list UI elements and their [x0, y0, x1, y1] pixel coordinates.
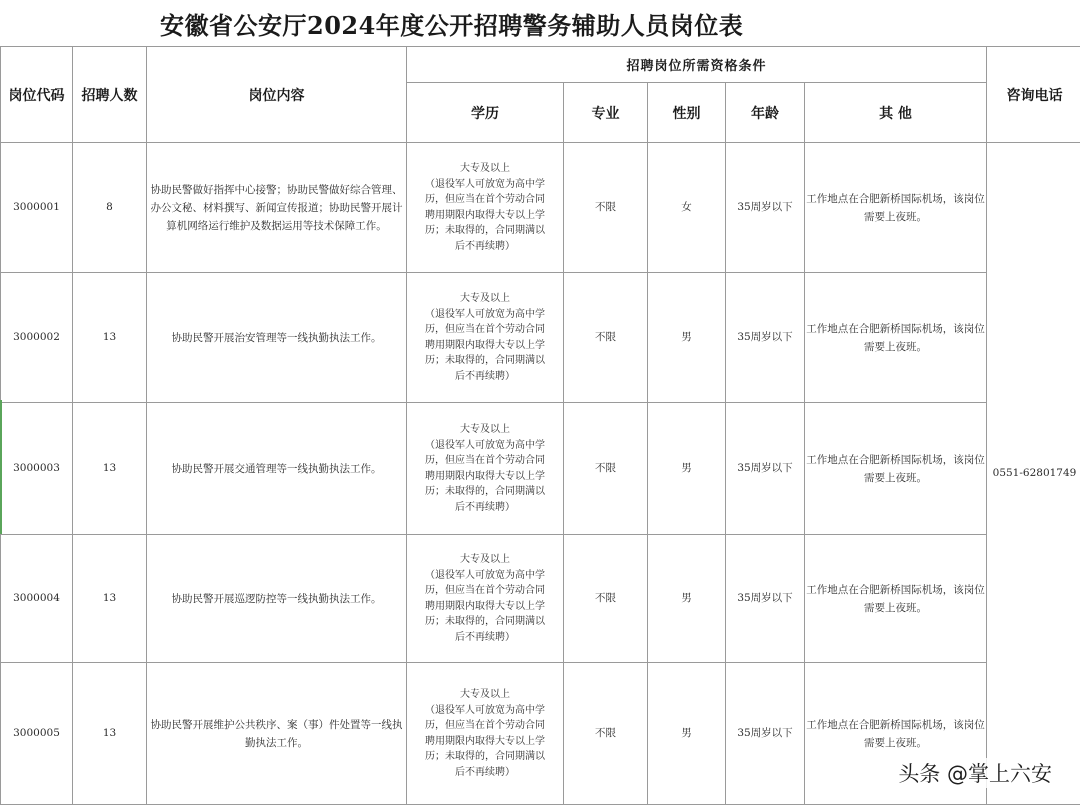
education-line: 大专及以上	[407, 552, 563, 568]
gender-requirement: 男	[648, 273, 726, 403]
education-line: 历；未取得的，合同期满以	[407, 614, 563, 630]
education-line: （退役军人可放宽为高中学	[407, 307, 563, 323]
age-requirement: 35周岁以下	[726, 663, 805, 805]
header-requirements: 招聘岗位所需资格条件	[407, 47, 987, 83]
major-requirement: 不限	[564, 273, 648, 403]
education-line: 后不再续聘）	[407, 239, 563, 255]
header-other: 其 他	[805, 83, 987, 143]
education-line: 历，但应当在首个劳动合同	[407, 583, 563, 599]
education-line: 后不再续聘）	[407, 765, 563, 781]
education-line: 历；未取得的，合同期满以	[407, 223, 563, 239]
education-line: 历，但应当在首个劳动合同	[407, 453, 563, 469]
position-content: 协助民警开展交通管理等一线执勤执法工作。	[147, 403, 407, 535]
hire-count: 8	[73, 143, 147, 273]
education-requirement	[407, 663, 564, 805]
other-requirement: 工作地点在合肥新桥国际机场，该岗位需要上夜班。	[805, 535, 987, 663]
major-requirement: 不限	[564, 143, 648, 273]
age-requirement: 35周岁以下	[726, 403, 805, 535]
hire-count: 13	[73, 273, 147, 403]
gender-requirement: 男	[648, 663, 726, 805]
header-phone: 咨询电话	[987, 47, 1080, 143]
education-line: 历，但应当在首个劳动合同	[407, 322, 563, 338]
education-line: （退役军人可放宽为高中学	[407, 438, 563, 454]
other-requirement: 工作地点在合肥新桥国际机场，该岗位需要上夜班。	[805, 403, 987, 535]
hire-count: 13	[73, 663, 147, 805]
education-line: 聘用期限内取得大专以上学	[407, 599, 563, 615]
major-requirement: 不限	[564, 403, 648, 535]
age-requirement: 35周岁以下	[726, 143, 805, 273]
gender-requirement: 女	[648, 143, 726, 273]
header-code: 岗位代码	[1, 47, 73, 143]
page-title: 安徽省公安厅2024年度公开招聘警务辅助人员岗位表	[0, 0, 1080, 46]
education-line: 历；未取得的，合同期满以	[407, 353, 563, 369]
education-line: 历；未取得的，合同期满以	[407, 749, 563, 765]
other-requirement: 工作地点在合肥新桥国际机场，该岗位需要上夜班。	[805, 273, 987, 403]
gender-requirement: 男	[648, 535, 726, 663]
hire-count: 13	[73, 403, 147, 535]
education-line: （退役军人可放宽为高中学	[407, 703, 563, 719]
education-line: （退役军人可放宽为高中学	[407, 568, 563, 584]
position-content: 协助民警开展治安管理等一线执勤执法工作。	[147, 273, 407, 403]
education-requirement	[407, 535, 564, 663]
major-requirement: 不限	[564, 663, 648, 805]
position-code: 3000004	[1, 535, 73, 663]
education-line: 后不再续聘）	[407, 630, 563, 646]
table-row	[1, 143, 1080, 273]
education-line: 后不再续聘）	[407, 500, 563, 516]
education-line: 大专及以上	[407, 422, 563, 438]
source-watermark: 头条 @掌上六安	[894, 758, 1056, 788]
other-requirement: 工作地点在合肥新桥国际机场，该岗位需要上夜班。	[805, 663, 987, 805]
contact-phone: 0551-62801749	[987, 143, 1080, 805]
hire-count: 13	[73, 535, 147, 663]
other-requirement: 工作地点在合肥新桥国际机场，该岗位需要上夜班。	[805, 143, 987, 273]
header-count: 招聘人数	[73, 47, 147, 143]
position-code: 3000003	[1, 403, 73, 535]
position-content: 协助民警开展维护公共秩序、案（事）件处置等一线执勤执法工作。	[147, 663, 407, 805]
position-code: 3000005	[1, 663, 73, 805]
position-content: 协助民警开展巡逻防控等一线执勤执法工作。	[147, 535, 407, 663]
header-content: 岗位内容	[147, 47, 407, 143]
education-line: 聘用期限内取得大专以上学	[407, 338, 563, 354]
education-line: 历，但应当在首个劳动合同	[407, 192, 563, 208]
education-requirement	[407, 143, 564, 273]
major-requirement: 不限	[564, 535, 648, 663]
table-row	[1, 535, 1080, 663]
education-line: 历，但应当在首个劳动合同	[407, 718, 563, 734]
education-line: 历；未取得的，合同期满以	[407, 484, 563, 500]
education-line: 大专及以上	[407, 687, 563, 703]
header-gender: 性别	[648, 83, 726, 143]
education-line: 大专及以上	[407, 291, 563, 307]
education-line: 大专及以上	[407, 161, 563, 177]
positions-table	[0, 46, 1080, 805]
table-row	[1, 403, 1080, 535]
position-content: 协助民警做好指挥中心接警；协助民警做好综合管理、办公文秘、材料撰写、新闻宣传报道；协助民警开展计算机网络运行维护及数据运用等技术保障工作。	[147, 143, 407, 273]
education-line: 聘用期限内取得大专以上学	[407, 734, 563, 750]
gender-requirement: 男	[648, 403, 726, 535]
header-age: 年龄	[726, 83, 805, 143]
header-education: 学历	[407, 83, 564, 143]
education-requirement	[407, 273, 564, 403]
education-line: 后不再续聘）	[407, 369, 563, 385]
education-line: （退役军人可放宽为高中学	[407, 177, 563, 193]
position-code: 3000002	[1, 273, 73, 403]
position-code: 3000001	[1, 143, 73, 273]
table-row	[1, 273, 1080, 403]
education-requirement	[407, 403, 564, 535]
age-requirement: 35周岁以下	[726, 535, 805, 663]
header-major: 专业	[564, 83, 648, 143]
age-requirement: 35周岁以下	[726, 273, 805, 403]
education-line: 聘用期限内取得大专以上学	[407, 469, 563, 485]
left-edge-marker	[0, 400, 2, 534]
education-line: 聘用期限内取得大专以上学	[407, 208, 563, 224]
